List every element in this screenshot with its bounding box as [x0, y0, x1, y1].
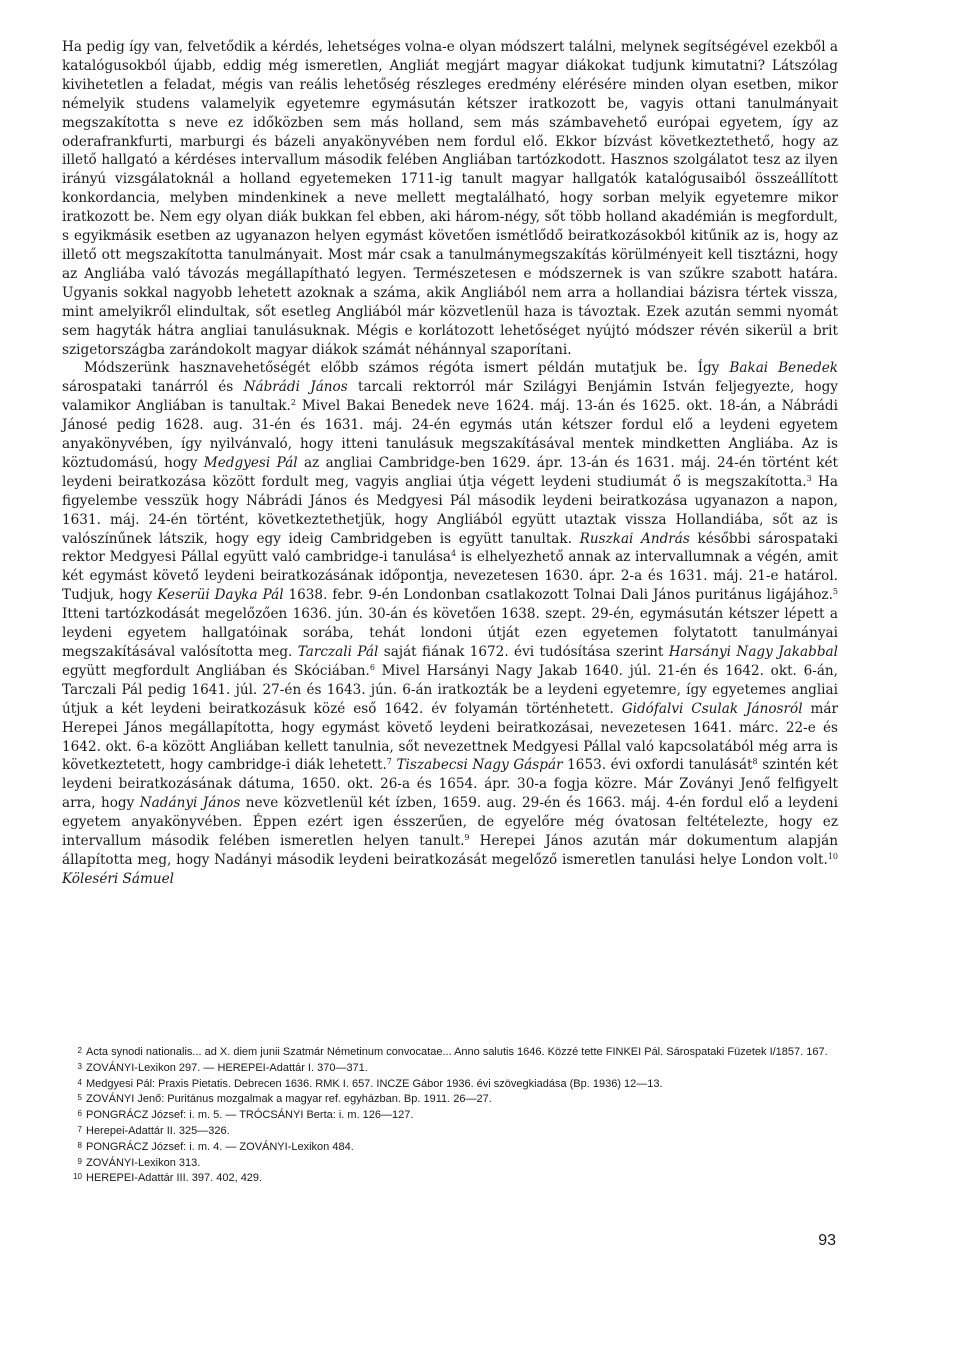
footnote-text: ZOVÁNYI-Lexikon 297. — HEREPEI-Adattár I. 370—371.: [86, 1061, 368, 1074]
text-run: Módszerünk hasznavehetőségét előbb számos régóta ismert példán mutatjuk be. Így: [84, 360, 730, 377]
footnote-mark: 6: [77, 1109, 82, 1119]
footnote-text: Medgyesi Pál: Praxis Pietatis. Debrecen 1636. RMK I. 657. INCZE Gábor 1936. évi szövegkiadása (Bp. 1936) 12—13.: [86, 1077, 663, 1090]
person-name: Bakai Benedek: [729, 360, 838, 377]
footnote-mark: 4: [77, 1077, 82, 1087]
text-run: saját fiának 1672. évi tudósítása szerint: [378, 644, 669, 660]
footnote-mark: 2: [77, 1046, 82, 1055]
text-run: is elhelyezhető annak az intervallumnak a végén, amit két egymást követő leydeni beiratkozásának időpontja, nevezetesen 1630. ápr. 2-a és 1631. máj. 21-e határol. Tudjuk, hogy: [62, 549, 838, 604]
person-name: Köleséri Sámuel: [62, 870, 175, 887]
footnote: [62, 1155, 838, 1171]
person-name: Keserüi Dayka Pál: [157, 587, 284, 604]
footnote-ref: 5: [832, 587, 838, 597]
footnote-mark: 7: [77, 1124, 82, 1134]
text-run: együtt megfordult Angliában és Skóciában.: [62, 662, 370, 679]
text-run: neve közvetlenül két ízben, 1659. aug. 29-én és 1663. máj. 4-én fordul elő a leydeni egyetem anyakönyvében. Éppen ezért igen ésszerűen, de egyelőre még óvatosan feltételezte, hogy ez intervallum második felében ismeretlen helyen tanult.: [62, 795, 838, 850]
main-text: [62, 38, 838, 889]
text-run: Herepei János azután már dokumentum alapján állapította meg, hogy Nadányi második leydeni beiratkozását megelőző ismeretlen tanulási helye London volt.: [62, 833, 838, 868]
text-run: tarcali rektorról már Szilágyi Benjámin István feljegyezte, hogy valamikor Angliában is tanultak.: [62, 379, 838, 415]
footnote: [62, 1139, 838, 1155]
footnote-text: ZOVÁNYI Jenő: Puritánus mozgalmak a magyar ref. egyházban. Bp. 1911. 26—27.: [86, 1093, 492, 1106]
person-name: Nábrádi János: [243, 379, 348, 396]
text-run: 1638. febr. 9-én Londonban csatlakozott Tolnai Dali János puritánus ligájához.: [283, 587, 833, 604]
footnote-ref: 2: [290, 398, 296, 408]
person-name: Tarczali Pál: [297, 644, 379, 660]
person-name: Harsányi Nagy Jakabbal: [668, 644, 838, 660]
footnote-text: HEREPEI-Adattár III. 397. 402, 429.: [86, 1172, 263, 1185]
text-run: Mivel Harsányi Nagy Jakab 1640. júl. 21-én és 1642. okt. 6-án, Tarczali Pál pedig 1641. júl. 27-én és 1643. jún. 6-án iratkozták be a leydeni egyetemre, így egyetemes angliai útjuk a két leydeni beiratkozásuk közé eső 1642. év folyamán történhetett.: [62, 662, 838, 717]
footnote-text: PONGRÁCZ József: i. m. 5. — TRÓCSÁNYI Berta: i. m. 126—127.: [86, 1109, 414, 1122]
text-run: Mivel Bakai Benedek neve 1624. máj. 13-án és 1625. okt. 18-án, a Nábrádi Jánosé pedig 1628. aug. 31-én és 1631. máj. 24-én egymás után kétszer fordul elő a leydeni egyetem anyakönyvében, így nyilvánvaló, hogy itteni tanulásuk megszakításával mentek mindketten Angliába. Az is köztudomású, hogy: [62, 398, 838, 471]
footnote-ref: 9: [464, 833, 470, 843]
footnote: [62, 1060, 838, 1076]
footnote-mark: 10: [73, 1172, 82, 1182]
footnote: [62, 1091, 838, 1107]
footnote-mark: 3: [77, 1061, 82, 1071]
text-run: már Herepei János megállapította, hogy egymást követő leydeni beiratkozásai, nevezetesen 1641. márc. 22-e és 1642. okt. 6-a között Angliában kellett tanulnia, sőt nevezettnek Medgyesi Pállal való kapcsolatából még arra is következtetett, hogy cambridge-i diák lehetett.: [62, 700, 838, 774]
person-name: Ruszkai András: [579, 530, 690, 547]
person-name: Medgyesi Pál: [203, 454, 298, 471]
footnote: [62, 1044, 838, 1060]
text-run: sárospataki tanárról és: [62, 379, 244, 396]
footnote-text: Acta synodi nationalis... ad X. diem junii Szatmár Németinum convocatae... Anno salutis 1646. Közzé tette FINKEI Pál. Sárospataki Füzetek I/1857. 167.: [86, 1046, 828, 1058]
footnote-text: PONGRÁCZ József: i. m. 4. — ZOVÁNYI-Lexikon 484.: [86, 1140, 354, 1153]
text-run: 1653. évi oxfordi tanulását: [562, 757, 753, 774]
person-name: Gidófalvi Csulak Jánosról: [621, 700, 803, 717]
footnote: [62, 1076, 838, 1092]
paragraph-1: Ha pedig így van, felvetődik a kérdés, lehetséges volna-e olyan módszert találni, melynek segítségével ezekből a katalógusokból újabb, eddig még ismeretlen, Angliát megjárt magyar diákokat tudjunk kimutatni? Látszólag kivihetetlen a feladat, mégis van reális lehetőség részleges eredmény elérésére minden olyan esetben, mikor némelyik studens valamelyik egyetemre egymásután kétszer iratkozott be, vagyis ottani tanulmányait megszakította s neve ez időközben sem más holland, sem más számbavehető európai egyetem, így az oderafrankfurti, marburgi és bázeli anyakönyvében nem fordul elő. Ekkor bízvást következtethető, hogy az illető hallgató a kérdéses intervallum második felében Angliában tartózkodott. Hasznos szolgálatot tesz az ilyen irányú vizsgálatoknál a holland egyetemeken 1711-ig tanult magyar hallgatók katalógusaiból összeállított konkordancia, melyben mindenkinek a neve mellett megtalálható, hogy sorban melyik egyetemre mikor iratkozott be. Nem egy olyan diák bukkan fel ebben, aki három-négy, sőt több holland akadémián is megfordult, s egyikmásik esetben az ugyanazon helyen egymást követően ismétlődő beiratkozásokból kitűnik az is, hogy az illető ott megszakította tanulmányait. Most már csak a tanulmánymegszakítás körülményeit kell tisztázni, hogy az Angliába való távozás megállapítható legyen. Természetesen e módszernek is van szűkre szabott határa. Ugyanis sokkal nagyobb lehetett azoknak a száma, akik Angliából nem arra a hollandiai bázisra tértek vissza, mint amelyikről elindultak, sőt esetleg Angliából már közvetlenül haza is távoztak. Ezek azután semmi nyomát sem hagyták hátra angliai tanulásuknak. Mégis e korlátozott lehetőséget nyújtó módszer révén sikerül a brit szigetországba zarándokolt magyar diákok számát néhánnyal szaporítani.: [62, 39, 838, 358]
page-body: [62, 38, 838, 889]
page-number: 93: [818, 1232, 836, 1249]
footnote-mark: 9: [77, 1156, 82, 1166]
footnote-ref: 8: [752, 757, 758, 767]
text-run: későbbi sárospataki rektor Medgyesi Pállal együtt való cambridge-i tanulása: [62, 530, 838, 566]
footnote: [62, 1107, 838, 1123]
footnote: [62, 1123, 838, 1139]
footnote-ref: 7: [386, 757, 392, 767]
paragraph-2: [62, 359, 838, 888]
text-run: Itteni tartózkodását megelőzően 1636. jún. 30-án és követően 1638. szept. 29-én, egymásután kétszer lépett a leydeni egyetem hallgatóinak sorába, tehát londoni útját ezen egyetemen folytatott tanulmányai megszakításával valósította meg.: [62, 606, 838, 660]
person-name: Nadányi János: [139, 795, 241, 812]
footnote-ref: 4: [450, 549, 457, 559]
footnote-mark: 5: [77, 1093, 82, 1103]
footnote-mark: 8: [77, 1140, 82, 1150]
footnote-ref: 3: [806, 473, 812, 483]
footnote-text: ZOVÁNYI-Lexikon 313.: [86, 1156, 201, 1169]
footnote-ref: 10: [827, 851, 838, 861]
person-name: Tiszabecsi Nagy Gáspár: [396, 757, 563, 774]
text-run: szintén két leydeni beiratkozásának dátuma, 1650. okt. 26-a és 1654. ápr. 30-a fogja közre. Már Zoványi Jenő felfigyelt arra, hogy: [62, 757, 839, 812]
footnote-ref: 6: [369, 662, 375, 672]
footnote: [62, 1170, 838, 1186]
text-run: Ha figyelembe vesszük hogy Nábrádi János és Medgyesi Pál második leydeni beiratkozása ugyanazon a napon, 1631. máj. 24-én történt, következtethetjük, hogy Angliából együtt utaztak vissza Hollandiába, sőt az is valószínűnek látszik, hogy egy ideig Cambridgeben is együtt tanultak.: [62, 473, 839, 547]
text-run: az angliai Cambridge-ben 1629. ápr. 13-án és 1631. máj. 24-én történt két leydeni beiratkozása között fordult meg, vagyis angliai útja végett leydeni studiumát ő is megszakította.: [62, 454, 839, 490]
footnote-text: Herepei-Adattár II. 325—326.: [86, 1124, 230, 1137]
footnotes: [62, 1044, 838, 1186]
